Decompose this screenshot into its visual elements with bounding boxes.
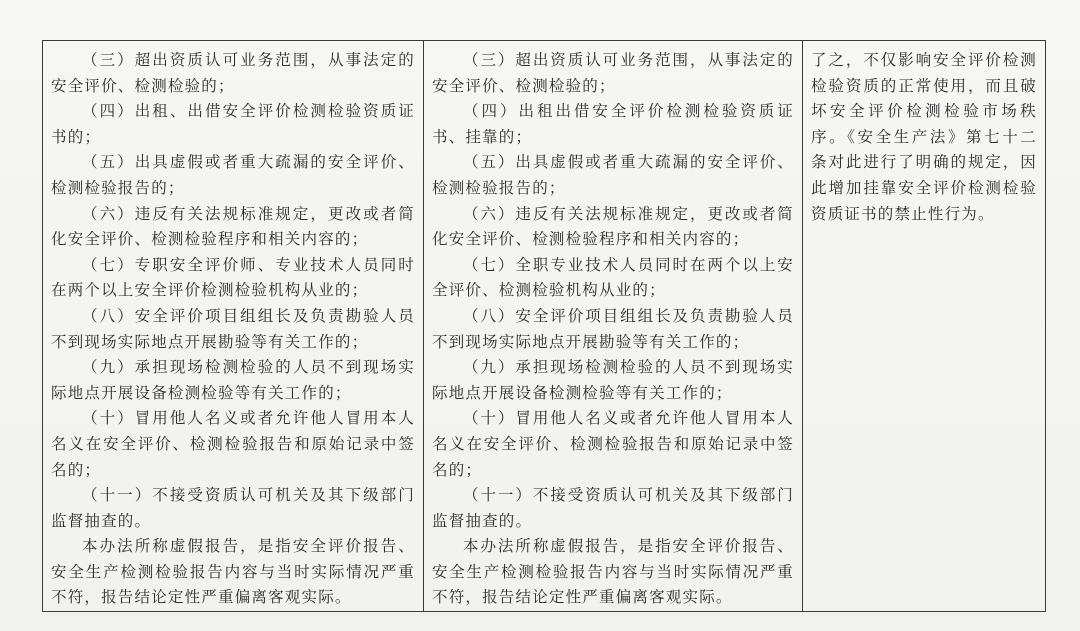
revision-explanation: 了之，不仅影响安全评价检测检验资质的正常使用，而且破坏安全评价检测检验市场秩序。《安全生产法》第七十二条对此进行了明确的规定，因此增加挂靠安全评价检测检验资质证书的禁止性行为。 (811, 51, 1037, 223)
clause-8-original: （八）安全评价项目组组长及负责勘验人员不到现场实际地点开展勘验等有关工作的； (51, 306, 415, 351)
clause-3-revised: （三）超出资质认可业务范围，从事法定的安全评价、检测检验的； (432, 51, 794, 95)
clause-10-revised: （十）冒用他人名义或者允许他人冒用本人名义在安全评价、检测检验报告和原始记录中签名的； (432, 409, 794, 479)
clause-5-revised: （五）出具虚假或者重大疏漏的安全评价、检测检验报告的； (432, 153, 794, 197)
clause-9-revised: （九）承担现场检测检验的人员不到现场实际地点开展设备检测检验等有关工作的； (432, 358, 794, 402)
clause-4-revised: （四）出租出借安全评价检测检验资质证书、挂靠的； (432, 102, 794, 146)
original-text-column (43, 41, 424, 612)
clause-6-original: （六）违反有关法规标准规定，更改或者简化安全评价、检测检验程序和相关内容的； (51, 204, 415, 249)
clause-7-original: （七）专职安全评价师、专业技术人员同时在两个以上安全评价检测检验机构从业的； (51, 255, 415, 300)
clause-11-original: （十一）不接受资质认可机关及其下级部门监督抽查的。 (51, 486, 415, 530)
clause-3-original: （三）超出资质认可业务范围，从事法定的安全评价、检测检验的； (51, 51, 415, 95)
clause-11-revised: （十一）不接受资质认可机关及其下级部门监督抽查的。 (432, 486, 794, 530)
clause-4-original: （四）出租、出借安全评价检测检验资质证书的； (51, 102, 415, 146)
clause-7-revised: （七）全职专业技术人员同时在两个以上安全评价、检测检验机构从业的； (432, 255, 794, 300)
clause-10-original: （十）冒用他人名义或者允许他人冒用本人名义在安全评价、检测检验报告和原始记录中签名的； (51, 409, 415, 479)
false-report-definition-revised: 本办法所称虚假报告，是指安全评价报告、安全生产检测检验报告内容与当时实际情况严重不符，报告结论定性严重偏离客观实际。 (432, 537, 794, 607)
revised-text-column (424, 41, 803, 612)
false-report-definition-original: 本办法所称虚假报告，是指安全评价报告、安全生产检测检验报告内容与当时实际情况严重不符，报告结论定性严重偏离客观实际。 (51, 537, 415, 607)
clause-9-original: （九）承担现场检测检验的人员不到现场实际地点开展设备检测检验等有关工作的； (51, 358, 415, 402)
comparison-table (42, 40, 1046, 612)
clause-5-original: （五）出具虚假或者重大疏漏的安全评价、检测检验报告的； (51, 153, 415, 197)
explanation-column (803, 41, 1046, 612)
clause-6-revised: （六）违反有关法规标准规定，更改或者简化安全评价、检测检验程序和相关内容的； (432, 204, 794, 249)
clause-8-revised: （八）安全评价项目组组长及负责勘验人员不到现场实际地点开展勘验等有关工作的； (432, 306, 794, 351)
table-row (43, 41, 1046, 612)
